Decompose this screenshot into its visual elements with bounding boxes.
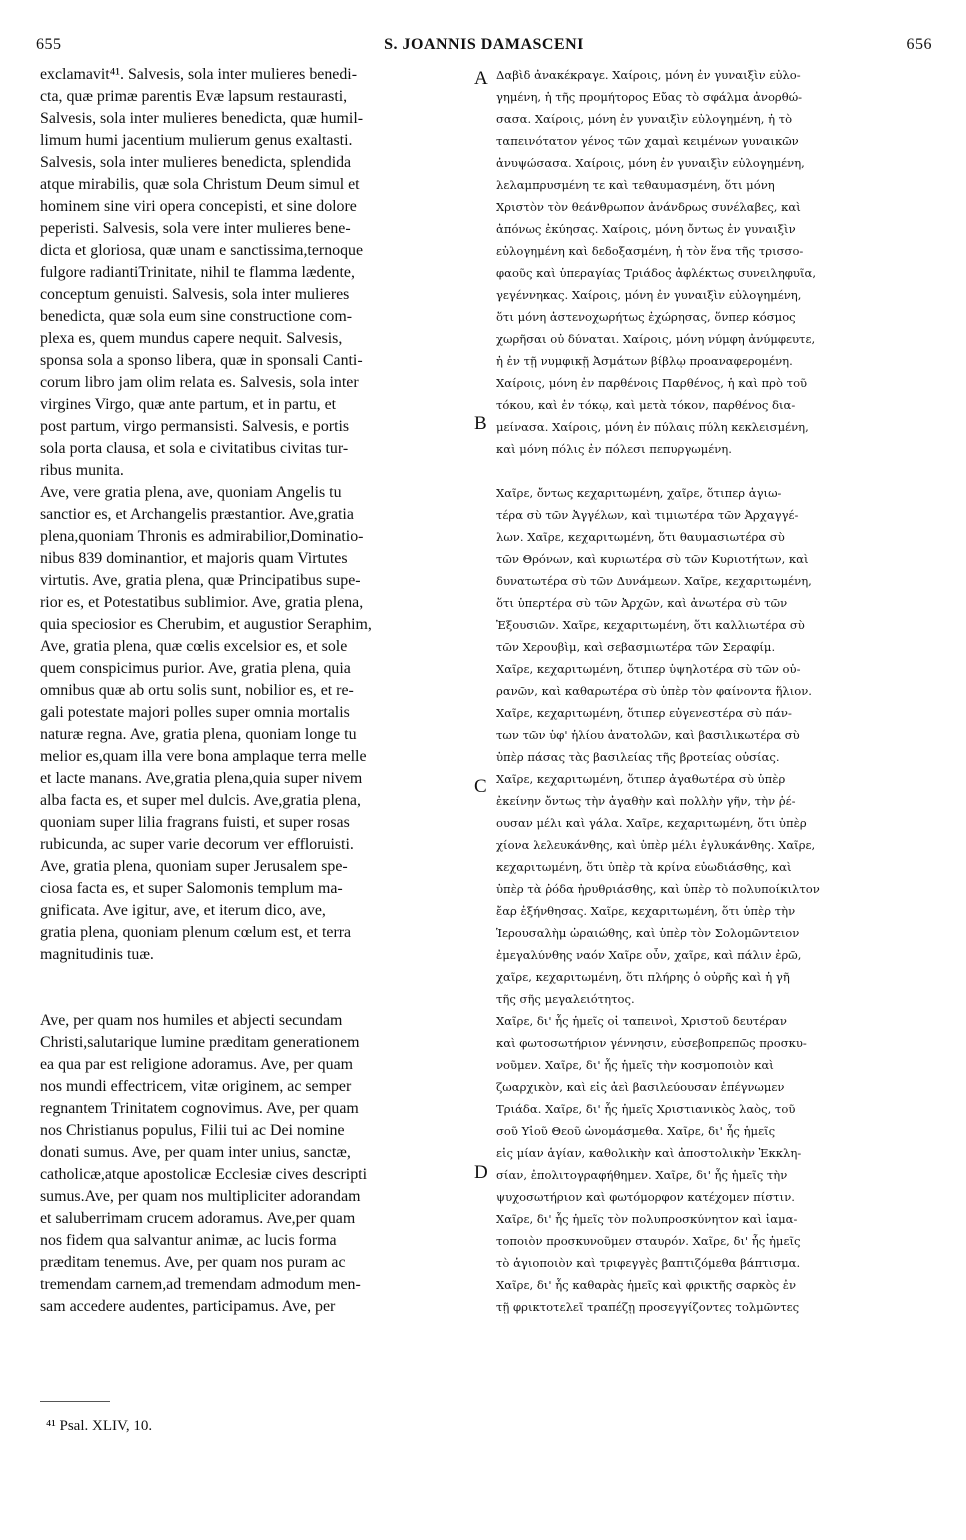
margin-marker-b: B [474, 413, 487, 434]
latin-text-line: peperisti. Salvesis, sola vere inter mulieres bene- [40, 220, 351, 237]
greek-text-line: τὸ ἁγιοποιὸν καὶ τριφεγγὲς βαπτιζόμεθα βάπτισμα. [496, 1256, 801, 1270]
greek-text-line: των τῶν ὑφ' ἡλίου ἀνατολῶν, καὶ βασιλικωτέρα σὺ [496, 728, 800, 742]
greek-text-line: λων. Χαῖρε, κεχαριτωμένη, ὅτι θαυμασιωτέρα σὺ [496, 530, 785, 544]
running-title: S. JOANNIS DAMASCENI [384, 36, 584, 53]
greek-text-line: ουσαν μέλι καὶ γάλα. Χαῖρε, κεχαριτωμένη, ὅτι ὑπὲρ [496, 816, 807, 830]
greek-text-line: Χαῖρε, κεχαριτωμένη, ὅτιπερ ὑψηλοτέρα σὺ τῶν οὐ- [496, 662, 801, 676]
greek-text-line: εἰς μίαν ἁγίαν, καθολικὴν καὶ ἀποστολικὴν Ἐκκλη- [496, 1146, 802, 1160]
greek-text-line: σοῦ Υἱοῦ Θεοῦ ὠνομάσμεθα. Χαῖρε, δι' ἧς ἡμεῖς [496, 1124, 776, 1138]
greek-text-line: τῶν Θρόνων, καὶ κυριωτέρα σὺ τῶν Κυριοτήτων, καὶ [496, 552, 809, 566]
greek-text-line: ἐμεγαλύνθης ναόν Χαῖρε οὖν, χαῖρε, καὶ πάλιν ἐρῶ, [496, 948, 802, 962]
latin-text-line: gnificata. Ave igitur, ave, et iterum dico, ave, [40, 902, 326, 919]
latin-text-line: Ave, gratia plena, quæ cœlis excelsior es, et sole [40, 638, 348, 655]
greek-text-line: Χαῖρε, ὄντως κεχαριτωμένη, χαῖρε, ὅτιπερ ἁγιω- [496, 486, 782, 500]
footnote-rule [40, 1401, 110, 1402]
greek-text-line: γημένη, ἡ τῆς προμήτορος Εὔας τὸ σφάλμα ἀνορθώ- [496, 90, 803, 104]
greek-text-line: ἔαρ ἐξήνθησας. Χαῖρε, κεχαριτωμένη, ὅτι ὑπὲρ τὴν [496, 904, 796, 918]
latin-text-line: conceptum genuisti. Salvesis, sola inter mulieres [40, 286, 350, 303]
greek-text-line: καὶ φωτοσωτήριον γέννησιν, εὐσεβοπρεπῶς προσκυ- [496, 1036, 807, 1050]
margin-marker-c: C [474, 776, 487, 797]
greek-text-line: Τριάδα. Χαῖρε, δι' ἧς ἡμεῖς Χριστιανικὸς λαὸς, τοῦ [496, 1102, 796, 1116]
greek-text-line: εὐλογημένη καὶ δεδοξασμένη, ἡ τὸν ἕνα τῆς τρισσο- [496, 244, 804, 258]
margin-marker-a: A [474, 68, 488, 89]
greek-text-line: τῶν Χερουβὶμ, καὶ σεβασμιωτέρα τῶν Σεραφίμ. [496, 640, 776, 654]
greek-text-line: Χαῖρε, κεχαριτωμένη, ὅτιπερ ἀγαθωτέρα σὺ ὑπὲρ [496, 772, 786, 786]
greek-text-line: Χαῖρε, δι' ἧς ἡμεῖς τὸν πολυπροσκύνητον καὶ ἰαμα- [496, 1212, 798, 1226]
greek-text-line: Ἱερουσαλὴμ ὡραιώθης, καὶ ὑπὲρ τὸν Σολομῶντειον [496, 926, 800, 940]
greek-text-line: ὅτι ὑπερτέρα σὺ τῶν Ἀρχῶν, καὶ ἀνωτέρα σὺ τῶν [496, 596, 788, 610]
greek-text-line: Ἐξουσιῶν. Χαῖρε, κεχαριτωμένη, ὅτι καλλιωτέρα σὺ [496, 618, 805, 632]
greek-text-line: Δαβὶδ ἀνακέκραγε. Χαίροις, μόνη ἐν γυναιξὶν εὐλο- [496, 68, 801, 82]
greek-text-line: ἡ ἐν τῇ νυμφικῇ Ἀσμάτων βίβλῳ προαναφερομένη. [496, 354, 793, 368]
latin-text-line: regnantem Trinitatem cognovimus. Ave, per quam [40, 1100, 359, 1117]
greek-text-line: τόκου, καὶ ἐν τόκῳ, καὶ μετὰ τόκον, παρθένος δια- [496, 398, 796, 412]
page-number-right: 656 [906, 36, 932, 53]
latin-text-line: plexa es, quem mundus capere nequit. Salvesis, [40, 330, 343, 347]
latin-text-line: sam accedere audentes, participamus. Ave, per [40, 1298, 336, 1315]
greek-text-line: Χαίροις, μόνη ἐν παρθένοις Παρθένος, ἡ καὶ πρὸ τοῦ [496, 376, 808, 390]
latin-text-line: fulgore radiantiTrinitate, nihil te flamma lædente, [40, 264, 355, 281]
greek-column [496, 64, 932, 1394]
latin-column [40, 64, 470, 1394]
greek-text-line: χαῖρε, κεχαριτωμένη, ὅτι πλήρης ὁ οὐρῆς καὶ ἡ γῆ [496, 970, 790, 984]
latin-text-line: nos mundi effectricem, vitæ originem, ac semper [40, 1078, 352, 1095]
latin-text-line: limum humi jacentium mulierum genus exaltasti. [40, 132, 353, 149]
page-header [36, 36, 932, 58]
latin-text-line: virgines Virgo, quæ ante partum, et in partu, et [40, 396, 337, 413]
margin-marker-d: D [474, 1162, 488, 1183]
greek-text-line: γεγέννηκας. Χαίροις, μόνη ἐν γυναιξὶν εὐλογημένη, [496, 288, 802, 302]
latin-text-line: quem conspicimus purior. Ave, gratia plena, quia [40, 660, 351, 677]
latin-text-line: cta, quæ primæ parentis Evæ lapsum restaurasti, [40, 88, 348, 105]
greek-text-line: Χαῖρε, δι' ἧς καθαρὰς ἡμεῖς καὶ φρικτῆς σαρκὸς ἐν [496, 1278, 797, 1292]
latin-text-line: nos fidem qua salvantur animæ, ac lucis forma [40, 1232, 337, 1249]
latin-text-line: nos Christianus populus, Filii tui ac Dei nomine [40, 1122, 345, 1139]
greek-text-line: μείνασα. Χαίροις, μόνη ἐν πύλαις πύλη κεκλεισμένη, [496, 420, 809, 434]
latin-text-line: ea qua par est religione adoramus. Ave, per quam [40, 1056, 353, 1073]
latin-text-line: post partum, virgo permansisti. Salvesis, e portis [40, 418, 350, 435]
latin-text-line: naturæ regna. Ave, gratia plena, quoniam longe tu [40, 726, 357, 743]
greek-text-line: κεχαριτωμένη, ὅτι ὑπὲρ τὰ κρίνα εὐωδιάσθης, καὶ [496, 860, 792, 874]
greek-text-line: ταπεινότατον γένος τῶν χαμαὶ κειμένων γυναικῶν [496, 134, 799, 148]
greek-text-line: ὅτι μόνη ἀστενοχωρήτως ἐχώρησας, ὅνπερ κόσμος [496, 310, 796, 324]
latin-text-line: ciosa facta es, et super Salomonis templum ma- [40, 880, 343, 897]
latin-text-line: nibus 839 dominantior, et majoris quam Virtutes [40, 550, 348, 567]
greek-text-line: ζωαρχικὸν, καὶ εἰς ἀεὶ βασιλεύουσαν ἐπέγνωμεν [496, 1080, 785, 1094]
latin-text-line: et saluberrimam crucem adoramus. Ave,per quam [40, 1210, 356, 1227]
latin-text-line: sponsa sola a sponso libera, quæ in sponsali Canti- [40, 352, 363, 369]
greek-text-line: Χαῖρε, δι' ἧς ἡμεῖς οἱ ταπεινοὶ, Χριστοῦ δευτέραν [496, 1014, 787, 1028]
latin-text-line: et lacte manans. Ave,gratia plena,quia super nivem [40, 770, 363, 787]
greek-text-line: τοποιὸν προσκυνοῦμεν σταυρόν. Χαῖρε, δι' ἧς ἡμεῖς [496, 1234, 801, 1248]
latin-text-line: hominem sine viri opera concepisti, et sine dolore [40, 198, 357, 215]
greek-text-line: χίονα λελευκάνθης, καὶ ὑπὲρ μέλι ἐγλυκάνθης. Χαῖρε, [496, 838, 816, 852]
latin-text-line: exclamavit⁴¹. Salvesis, sola inter mulieres benedi- [40, 66, 357, 83]
greek-text-line: καὶ μόνη πόλις ἐν πόλεσι πεπυργωμένη. [496, 442, 732, 456]
latin-text-line: tremendam carnem,ad tremendam admodum men- [40, 1276, 361, 1293]
latin-text-line: Ave, vere gratia plena, ave, quoniam Angelis tu [40, 484, 342, 501]
greek-text-line: τῆς σῆς μεγαλειότητος. [496, 992, 635, 1006]
latin-text-line: sanctior es, et Archangelis præstantior. Ave,gratia [40, 506, 354, 523]
latin-text-line: omnibus quæ ab ortu solis sunt, nobilior es, et re- [40, 682, 354, 699]
latin-text-line: catholicæ,atque apostolicæ Ecclesiæ cives descripti [40, 1166, 367, 1183]
greek-text-line: ρανῶν, καὶ καθαρωτέρα σὺ ὑπὲρ τὸν φαίνοντα ἥλιον. [496, 684, 812, 698]
latin-text-line: Christi,salutarique lumine præditam generationem [40, 1034, 360, 1051]
greek-text-line: νοῦμεν. Χαῖρε, δι' ἧς ἡμεῖς τὴν κοσμοποιὸν καὶ [496, 1058, 774, 1072]
greek-text-line: σίαν, ἐπολιτογραφήθημεν. Χαῖρε, δι' ἧς ἡμεῖς τὴν [496, 1168, 788, 1182]
latin-text-line: melior es,quam illa vere bona amplaque terra melle [40, 748, 367, 765]
greek-text-line: σασα. Χαίροις, μόνη ἐν γυναιξὶν εὐλογημένη, ἡ τὸ [496, 112, 793, 126]
latin-text-line: quia speciosior es Cherubim, et augustior Seraphim, [40, 616, 372, 633]
latin-text-line: gali potestate majori polles super omnia mortalis [40, 704, 350, 721]
latin-text-line: sumus.Ave, per quam nos multipliciter adorandam [40, 1188, 361, 1205]
latin-text-line: rubicunda, ac super varie decorum ver effloruisti. [40, 836, 354, 853]
greek-text-line: ἀπόνως ἐκύησας. Χαίροις, μόνη ὄντως ἐν γυναιξὶν [496, 222, 796, 236]
page-number-left: 655 [36, 36, 62, 53]
latin-text-line: Ave, per quam nos humiles et abjecti secundam [40, 1012, 343, 1029]
latin-text-line: benedicta, quæ sola eum sine constructione com- [40, 308, 352, 325]
greek-text-line: ἐκείνην ὄντως τὴν ἀγαθὴν καὶ πολλὴν γῆν, τὴν ῥέ- [496, 794, 796, 808]
greek-text-line: χωρῆσαι οὐ δύναται. Χαίροις, μόνη νύμφη ἀνύμφευτε, [496, 332, 816, 346]
greek-text-line: λελαμπρυσμένη τε καὶ τεθαυμασμένη, ὅτι μόνη [496, 178, 775, 192]
greek-text-line: τέρα σὺ τῶν Ἀγγέλων, καὶ τιμιωτέρα τῶν Ἀρχαγγέ- [496, 508, 799, 522]
latin-text-line: ribus munita. [40, 462, 124, 479]
latin-text-line: quoniam super lilia fragrans fuisti, et super rosas [40, 814, 350, 831]
latin-text-line: gratia plena, quoniam plenum cœlum est, et terra [40, 924, 352, 941]
greek-text-line: τῇ φρικτοτελεῖ τραπέζῃ προσεγγίζοντες τολμῶντες [496, 1300, 800, 1314]
greek-text-line: δυνατωτέρα σὺ τῶν Δυνάμεων. Χαῖρε, κεχαριτωμένη, [496, 574, 812, 588]
latin-text-line: Salvesis, sola inter mulieres benedicta, splendida [40, 154, 352, 171]
greek-text-line: Χαῖρε, κεχαριτωμένη, ὅτιπερ εὐγενεστέρα σὺ πάν- [496, 706, 792, 720]
latin-text-line: Salvesis, sola inter mulieres benedicta, quæ humil- [40, 110, 364, 127]
latin-text-line: sola porta clausa, et sola e civitatibus civitas tur- [40, 440, 349, 457]
latin-text-line: præditam tenemus. Ave, per quam nos puram ac [40, 1254, 346, 1271]
latin-text-line: plena,quoniam Thronis es admirabilior,Dominatio- [40, 528, 364, 545]
greek-text-line: ὑπὲρ τὰ ῥόδα ἠρυθριάσθης, καὶ ὑπὲρ τὸ πολυποίκιλτον [496, 882, 820, 896]
greek-text-line: Χριστὸν τὸν θεάνθρωπον ἀνάνδρως συνέλαβες, καὶ [496, 200, 801, 214]
latin-text-line: atque mirabilis, quæ sola Christum Deum simul et [40, 176, 360, 193]
latin-text-line: magnitudinis tuæ. [40, 946, 154, 963]
greek-text-line: φαοῦς καὶ ὑπεραγίας Τριάδος ἀφλέκτως συνειληφυῖα, [496, 266, 816, 280]
latin-text-line: rior es, et Potestatibus sublimior. Ave, gratia plena, [40, 594, 364, 611]
latin-text-line: donati sumus. Ave, per quam inter unius, sanctæ, [40, 1144, 351, 1161]
latin-text-line: corum libro jam olim relata es. Salvesis, sola inter [40, 374, 359, 391]
greek-text-line: ὑπὲρ πάσας τὰς βασιλείας τῆς βροτείας οὐσίας. [496, 750, 780, 764]
latin-text-line: virtutis. Ave, gratia plena, quæ Principatibus supe- [40, 572, 361, 589]
latin-text-line: Ave, gratia plena, quoniam super Jerusalem spe- [40, 858, 348, 875]
greek-text-line: ψυχοσωτήριον καὶ φωτόμορφον κατέχομεν πίστιν. [496, 1190, 795, 1204]
latin-text-line: alba facta es, et super mel dulcis. Ave,gratia plena, [40, 792, 361, 809]
latin-text-line: dicta et gloriosa, quæ unam e sanctissima,ternoque [40, 242, 364, 259]
footnote: ⁴¹ Psal. XLIV, 10. [46, 1418, 153, 1434]
greek-text-line: ἀνυψώσασα. Χαίροις, μόνη ἐν γυναιξὶν εὐλογημένη, [496, 156, 805, 170]
